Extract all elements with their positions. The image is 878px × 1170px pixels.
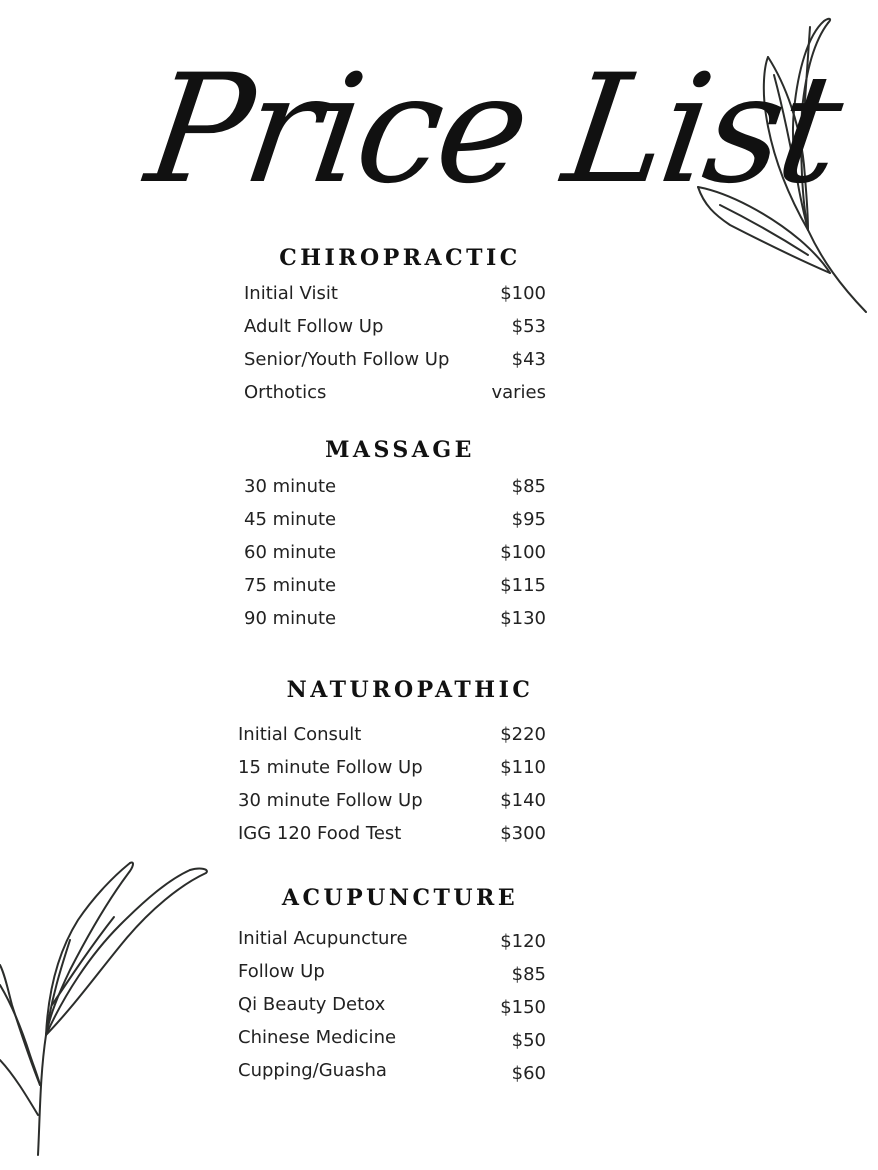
section-heading-massage: MASSAGE: [325, 437, 475, 463]
item-price: $220: [500, 724, 546, 745]
price-row: [238, 724, 546, 754]
item-price: varies: [491, 382, 546, 403]
item-price: $110: [500, 757, 546, 778]
price-row: [238, 757, 546, 787]
section-heading-acupuncture: ACUPUNCTURE: [281, 885, 519, 911]
item-price: $130: [500, 608, 546, 629]
item-label: 30 minute Follow Up: [238, 790, 423, 811]
item-label: 90 minute: [244, 608, 337, 629]
price-row: [244, 509, 546, 539]
item-price: $50: [511, 1030, 546, 1051]
item-label: Chinese Medicine: [238, 1027, 397, 1048]
item-price: $100: [500, 283, 546, 304]
price-row: [244, 575, 546, 605]
item-price: $43: [511, 349, 546, 370]
price-row: [244, 476, 546, 506]
item-label: Follow Up: [238, 961, 325, 982]
price-row: [238, 1027, 546, 1057]
section-heading-chiropractic: CHIROPRACTIC: [279, 245, 521, 271]
item-label: Orthotics: [244, 382, 327, 403]
item-label: 15 minute Follow Up: [238, 757, 423, 778]
item-label: Senior/Youth Follow Up: [244, 349, 450, 370]
item-label: IGG 120 Food Test: [238, 823, 402, 844]
item-label: Initial Acupuncture: [238, 928, 408, 949]
price-row: [244, 382, 546, 412]
price-row: [238, 1060, 546, 1090]
item-price: $85: [511, 964, 546, 985]
item-price: $300: [500, 823, 546, 844]
item-label: Initial Consult: [238, 724, 362, 745]
item-label: 45 minute: [244, 509, 337, 530]
item-label: 60 minute: [244, 542, 337, 563]
item-price: $100: [500, 542, 546, 563]
price-row: [238, 928, 546, 958]
page-title: Price List: [137, 43, 849, 217]
item-label: Qi Beauty Detox: [238, 994, 386, 1015]
item-price: $85: [511, 476, 546, 497]
price-row: [244, 316, 546, 346]
item-price: $60: [511, 1063, 546, 1084]
section-heading-naturopathic: NATUROPATHIC: [286, 677, 534, 703]
item-label: Adult Follow Up: [244, 316, 384, 337]
price-row: [244, 608, 546, 638]
item-label: Initial Visit: [244, 283, 338, 304]
price-row: [244, 283, 546, 313]
price-row: [238, 823, 546, 853]
item-price: $140: [500, 790, 546, 811]
item-price: $120: [500, 931, 546, 952]
item-label: 30 minute: [244, 476, 337, 497]
item-label: Cupping/Guasha: [238, 1060, 387, 1081]
item-price: $150: [500, 997, 546, 1018]
price-row: [244, 542, 546, 572]
item-price: $95: [511, 509, 546, 530]
item-price: $53: [511, 316, 546, 337]
price-row: [238, 994, 546, 1024]
item-label: 75 minute: [244, 575, 337, 596]
leaf-sprig-bottom-left-icon: [0, 855, 215, 1160]
item-price: $115: [500, 575, 546, 596]
price-row: [238, 790, 546, 820]
price-row: [238, 961, 546, 991]
price-row: [244, 349, 546, 379]
